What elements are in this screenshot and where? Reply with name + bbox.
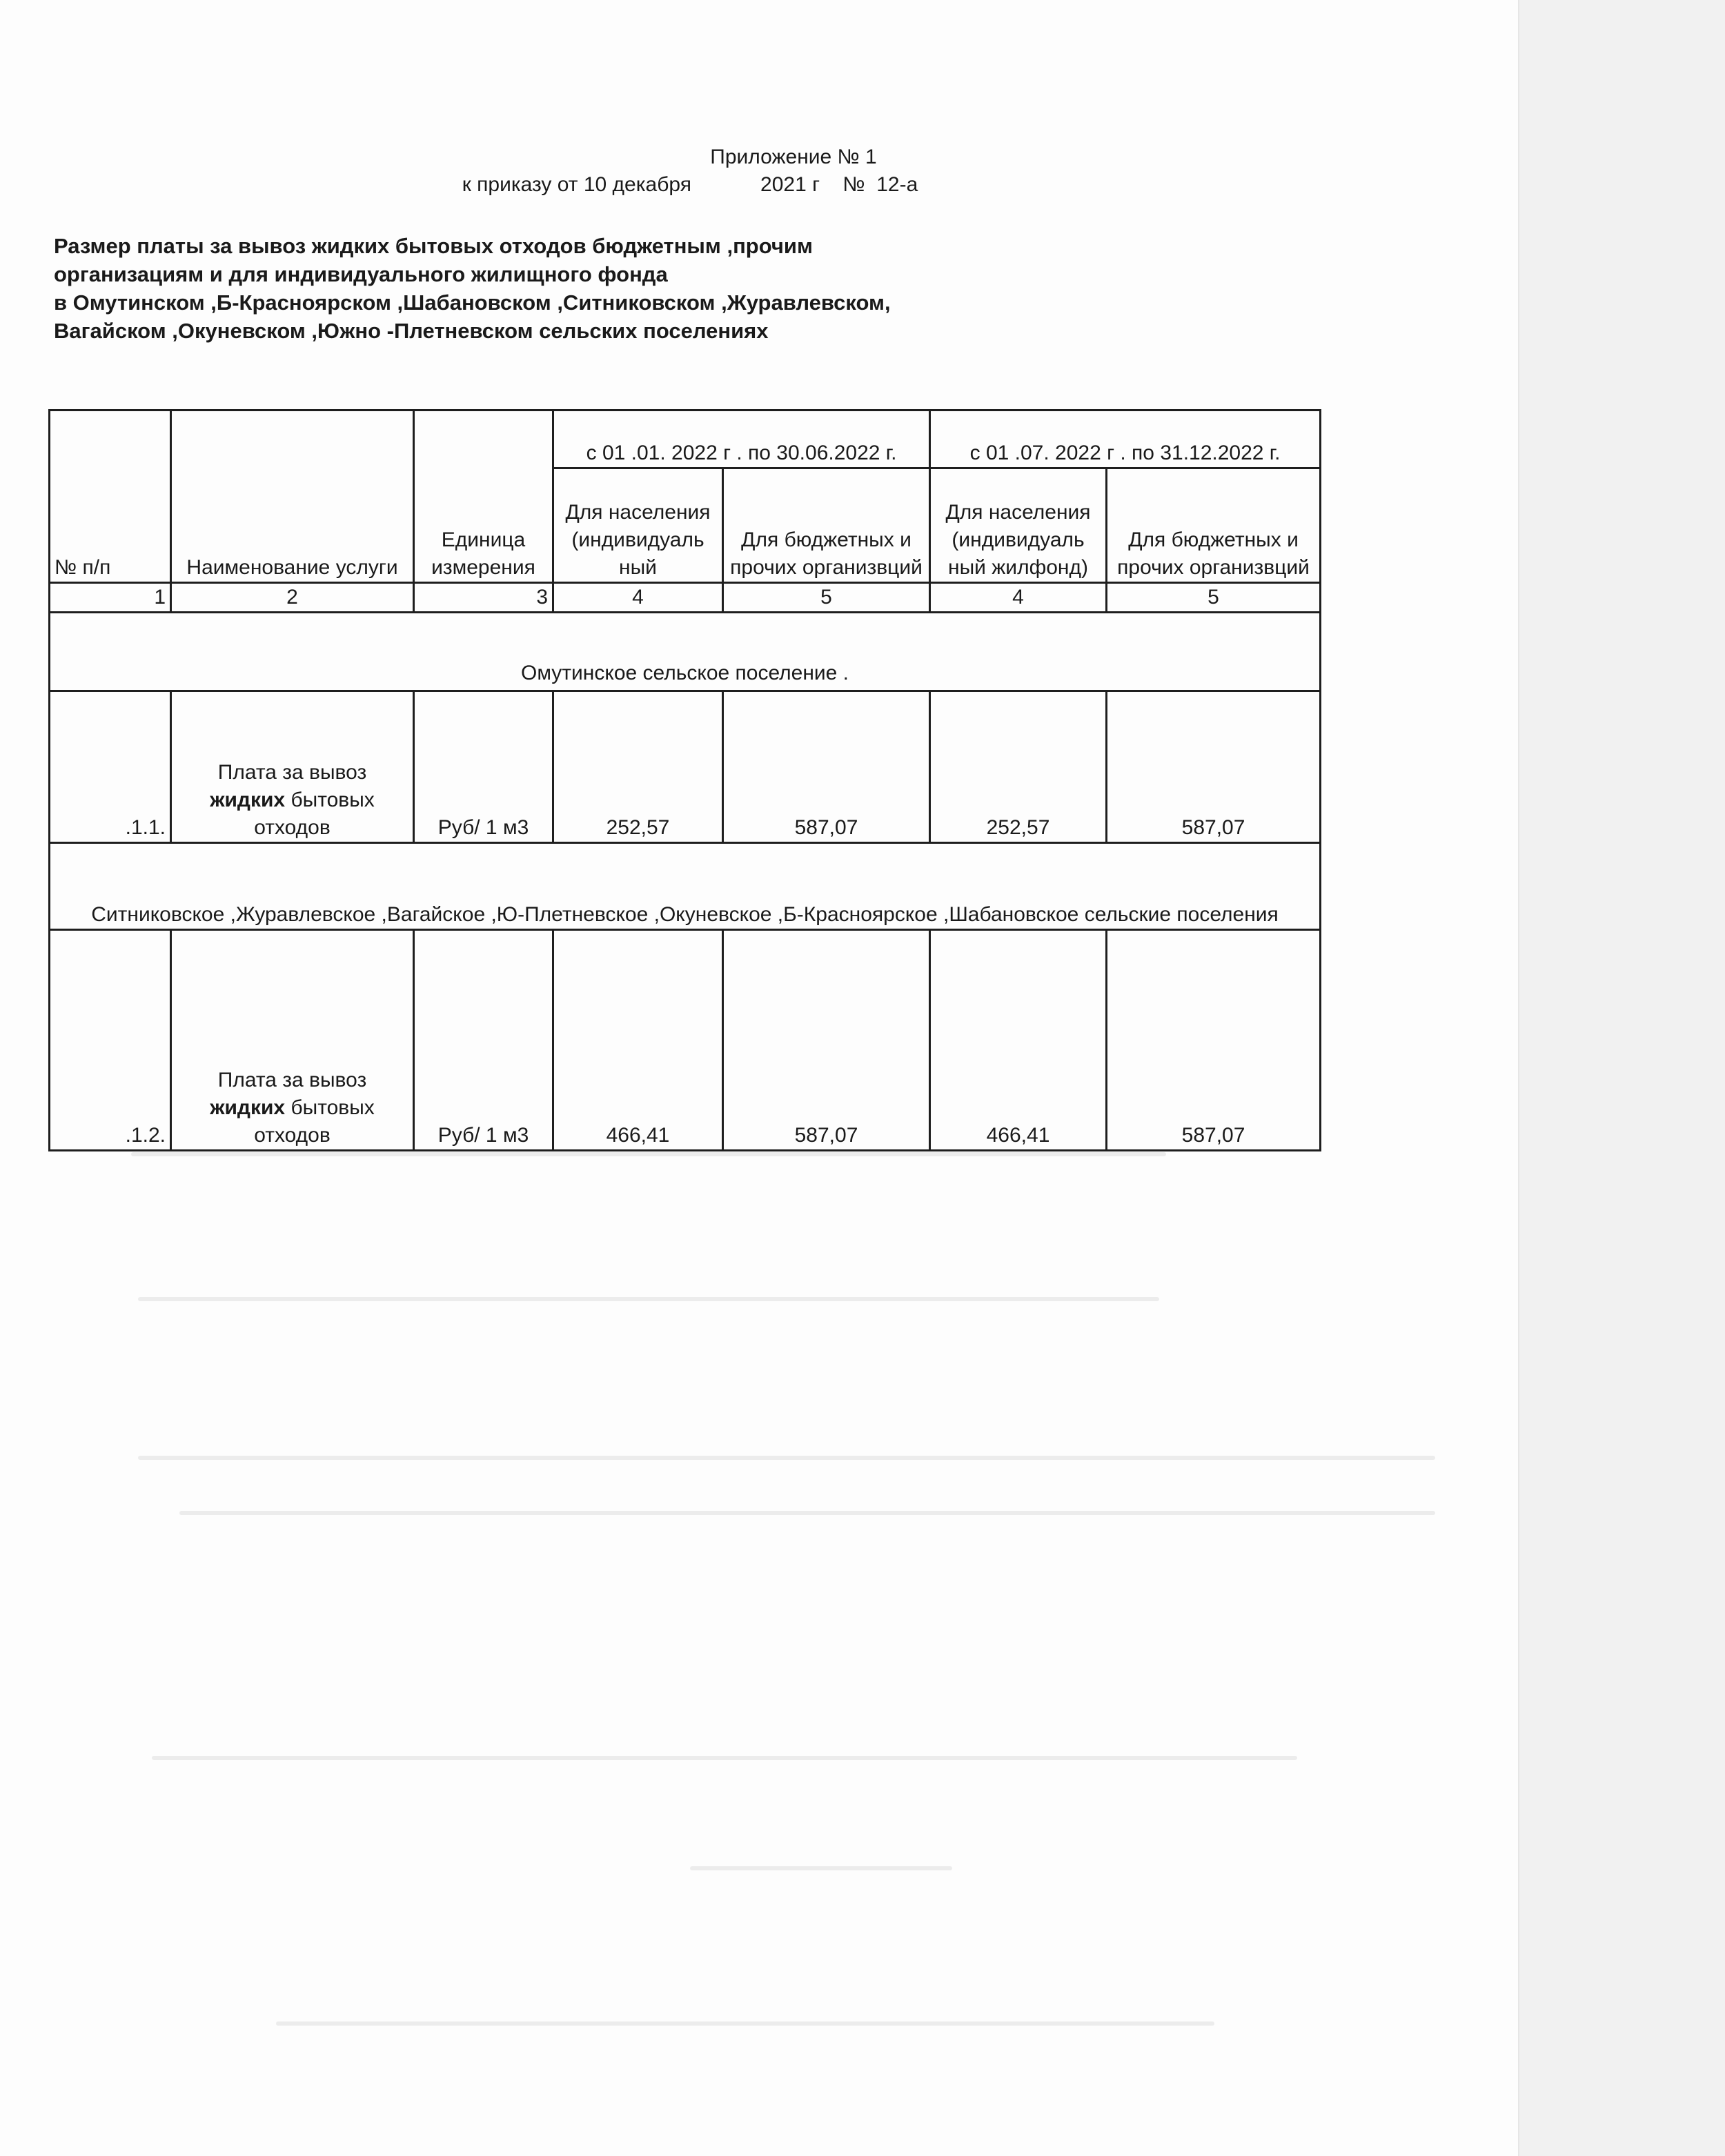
scan-right-margin bbox=[1518, 0, 1725, 2156]
header-period-2: с 01 .07. 2022 г . по 31.12.2022 г. bbox=[930, 411, 1321, 468]
row-unit: Руб/ 1 м3 bbox=[414, 691, 553, 843]
service-name-emphasis: жидких bbox=[210, 789, 286, 811]
index-cell: 3 bbox=[414, 583, 553, 613]
bleed-through-line bbox=[131, 1152, 1166, 1156]
row-service-name bbox=[171, 691, 414, 843]
index-cell: 5 bbox=[723, 583, 930, 613]
service-name-part bbox=[176, 787, 408, 842]
row-no: .1.2. bbox=[50, 930, 171, 1151]
header-p1-population: Для населения (индивидуаль ный bbox=[553, 468, 723, 583]
service-name-part bbox=[176, 1094, 408, 1149]
bleed-through-line bbox=[690, 1866, 952, 1870]
row-service-name bbox=[171, 930, 414, 1151]
tariff-table bbox=[48, 409, 1321, 1151]
row-unit: Руб/ 1 м3 bbox=[414, 930, 553, 1151]
bleed-through-line bbox=[276, 2021, 1214, 2026]
service-name-part: Плата за вывоз bbox=[217, 1069, 367, 1091]
section-header-row bbox=[50, 613, 1321, 691]
title-line: организациям и для индивидуального жилищного фонда bbox=[54, 262, 668, 286]
row-value: 587,07 bbox=[723, 930, 930, 1151]
row-value: 587,07 bbox=[1107, 930, 1321, 1151]
row-value: 252,57 bbox=[553, 691, 723, 843]
service-name-emphasis: жидких bbox=[210, 1096, 286, 1119]
bleed-through-line bbox=[152, 1756, 1297, 1760]
title-line: в Омутинском ,Б-Красноярском ,Шабановском ,Ситниковском ,Журавлевском, bbox=[54, 290, 891, 315]
table-row bbox=[50, 930, 1321, 1151]
header-unit: Единица измерения bbox=[414, 411, 553, 583]
header-p2-population: Для населения (индивидуаль ный жилфонд) bbox=[930, 468, 1107, 583]
row-value: 466,41 bbox=[553, 930, 723, 1151]
annex-order-reference: к приказу от 10 декабря 2021 г № 12-а bbox=[462, 173, 918, 196]
title-line: Вагайском ,Окуневском ,Южно -Плетневском сельских поселениях bbox=[54, 319, 769, 343]
index-cell: 5 bbox=[1107, 583, 1321, 613]
header-period-1: с 01 .01. 2022 г . по 30.06.2022 г. bbox=[553, 411, 930, 468]
section-title: Ситниковское ,Журавлевское ,Вагайское ,Ю-Плетневское ,Окуневское ,Б-Красноярское ,Шабановское сельские поселения bbox=[50, 843, 1321, 930]
header-service-name: Наименование услуги bbox=[171, 411, 414, 583]
index-cell: 1 bbox=[50, 583, 171, 613]
section-title: Омутинское сельское поселение . bbox=[50, 613, 1321, 691]
service-name-part: Плата за вывоз bbox=[217, 761, 367, 784]
document-title bbox=[54, 232, 1089, 345]
row-value: 252,57 bbox=[930, 691, 1107, 843]
row-value: 587,07 bbox=[723, 691, 930, 843]
header-p1-organizations: Для бюджетных и прочих организвций bbox=[723, 468, 930, 583]
title-line: Размер платы за вывоз жидких бытовых отходов бюджетным ,прочим bbox=[54, 234, 813, 258]
index-cell: 2 bbox=[171, 583, 414, 613]
service-name-part: бытовых отходов bbox=[254, 789, 375, 839]
header-no: № п/п bbox=[50, 411, 171, 583]
index-cell: 4 bbox=[930, 583, 1107, 613]
section-header-row bbox=[50, 843, 1321, 930]
row-no: .1.1. bbox=[50, 691, 171, 843]
bleed-through-line bbox=[138, 1297, 1159, 1301]
row-value: 466,41 bbox=[930, 930, 1107, 1151]
row-value: 587,07 bbox=[1107, 691, 1321, 843]
bleed-through-line bbox=[138, 1456, 1435, 1460]
header-row bbox=[50, 411, 1321, 468]
index-cell: 4 bbox=[553, 583, 723, 613]
service-name-part: бытовых отходов bbox=[254, 1096, 375, 1147]
column-index-row bbox=[50, 583, 1321, 613]
header-p2-organizations: Для бюджетных и прочих организвций bbox=[1107, 468, 1321, 583]
annex-number: Приложение № 1 bbox=[710, 146, 877, 168]
table-row bbox=[50, 691, 1321, 843]
bleed-through-line bbox=[179, 1511, 1435, 1515]
